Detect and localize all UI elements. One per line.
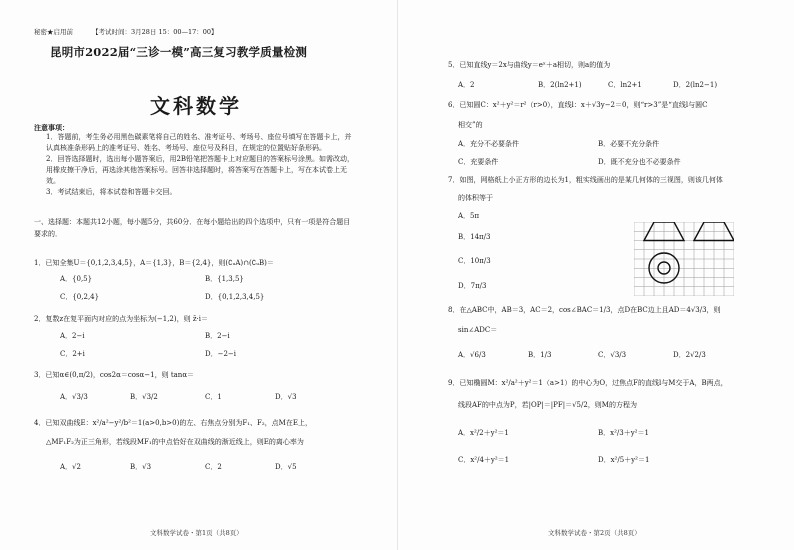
notes-list [46,132,356,198]
question-8-stem-cont: sin∠ADC＝ [458,326,498,334]
question-5-stem: 5．已知直线y＝2x与曲线y＝eˣ＋a相切，则a的值为 [448,61,611,69]
q2-option-c: C．2+i [60,350,85,358]
q9-option-c: C．x²/4＋y²＝1 [458,456,510,464]
q2-option-b: B．2−i [205,332,230,340]
q6-option-a: A．充分不必要条件 [458,140,520,148]
subject-title: 文科数学 [150,94,242,118]
q7-option-d: D．7π/3 [458,282,487,290]
question-9-stem-cont: 线段AF的中点为P，若|OP|＝|PF|＝√5/2，则M的方程为 [458,401,637,409]
q8-option-d: D．2√2/3 [673,351,706,359]
q3-option-c: C．1 [205,393,222,401]
q4-option-c: C．2 [205,463,222,471]
exam-time: 【考试时间：3月28日 15：00—17：00】 [92,28,218,36]
q1-option-a: A．{0,5} [60,275,93,283]
q9-option-d: D．x²/5＋y²＝1 [598,456,650,464]
section-instructions: 一、选择题：本题共12小题，每小题5分，共60分．在每小题给出的四个选项中，只有一项是符合题目要求的． [34,218,351,238]
q1-option-b: B．{1,3,5} [205,275,244,283]
note-item: 1．答题前，考生务必用黑色碳素笔将自己的姓名、准考证号、考场号、座位号填写在答题卡上，并认真核准条形码上的准考证号、姓名、考场号、座位号及科目，在规定的位置贴好条形码。 [46,133,352,152]
note-item: 2．回答选择题时，选出每小题答案后，用2B铅笔把答题卡上对应题目的答案标号涂黑。如需改动，用橡皮擦干净后，再选涂其他答案标号。回答非选择题时，将答案写在答题卡上，写在本试卷上无效。 [46,155,355,185]
question-4-stem-cont: △MF₁F₂为正三角形，若线段MF₁的中点恰好在双曲线的渐近线上，则E的离心率为 [46,438,304,446]
note-item: 3．考试结束后，将本试卷和答题卡交回。 [46,188,177,196]
secret-label: 秘密★启用前 [34,28,73,36]
q5-option-d: D．2(ln2−1) [673,81,718,89]
question-4-stem: 4．已知双曲线E：x²/a²−y²/b²＝1(a>0,b>0)的左、右焦点分别为F₁、F₂，点M在E上， [34,419,312,427]
q6-option-c: C．充要条件 [458,158,499,166]
notes-title: 注意事项： [34,123,69,132]
q2-option-d: D．−2−i [205,350,237,358]
exam-title: 昆明市2022届“三诊一模”高三复习教学质量检测 [50,45,308,59]
q6-option-d: D．既不充分也不必要条件 [598,158,681,166]
question-6-stem: 6．已知圆C：x²＋y²＝r²（r>0），直线l：x＋√3y−2＝0，则“r>3”是“直线l与圆C [448,101,708,109]
q1-option-d: D．{0,1,2,3,4,5} [205,293,265,301]
page-footer: 文科数学试卷・第2页（共8页） [548,529,641,537]
q5-option-c: C．ln2+1 [608,81,642,89]
q4-option-d: D．√5 [275,463,297,471]
question-3-stem: 3．已知α∈(0,π/2)，cos2α＝cosα−1，则 tanα＝ [34,371,195,379]
q5-option-a: A．2 [458,81,475,89]
q4-option-a: A．√2 [60,463,81,471]
q6-option-b: B．必要不充分条件 [598,140,660,148]
exam-page-2 [397,0,794,550]
three-view-figure [634,222,734,296]
q4-option-b: B．√3 [130,463,152,471]
question-9-stem: 9．已知椭圆M：x²/a²＋y²＝1（a>1）的中心为O，过焦点F的直线l与M交于A，B两点， [448,379,728,387]
q2-option-a: A．2−i [60,332,85,340]
question-1-stem: 1．已知全集U＝{0,1,2,3,4,5}，A＝{1,3}，B＝{2,4}，则(∁ᵤA)∩(∁ᵤB)＝ [34,259,274,267]
question-2-stem: 2．复数z在复平面内对应的点为坐标为(−1,2)，则 z̄·i＝ [34,315,208,323]
q5-option-b: B．2(ln2+1) [538,81,582,89]
question-7-stem: 7．如图，网格纸上小正方形的边长为1，粗实线画出的是某几何体的三视图，则该几何体 [448,176,723,184]
q8-option-a: A．√6/3 [458,351,486,359]
q1-option-c: C．{0,2,4} [60,293,100,301]
q8-option-b: B．1/3 [528,351,552,359]
question-8-stem: 8．在△ABC中，AB＝3，AC＝2，cos∠BAC＝1/3，点D在BC边上且AD＝4√3/3，则 [448,306,721,314]
question-6-stem-cont: 相交”的 [458,121,483,129]
q3-option-a: A．√3/3 [60,393,88,401]
q7-option-a: A．5π [458,212,480,220]
page-footer: 文科数学试卷・第1页（共8页） [150,529,243,537]
grid-lines [634,222,734,296]
q7-option-c: C．10π/3 [458,257,491,265]
q8-option-c: C．√3/3 [598,351,627,359]
q7-option-b: B．14π/3 [458,233,491,241]
question-7-stem-cont: 的体积等于 [458,194,493,202]
q3-option-b: B．√3/2 [130,393,158,401]
q9-option-b: B．x²/3＋y²＝1 [598,429,649,437]
q3-option-d: D．√3 [275,393,297,401]
q9-option-a: A．x²/2＋y²＝1 [458,429,509,437]
